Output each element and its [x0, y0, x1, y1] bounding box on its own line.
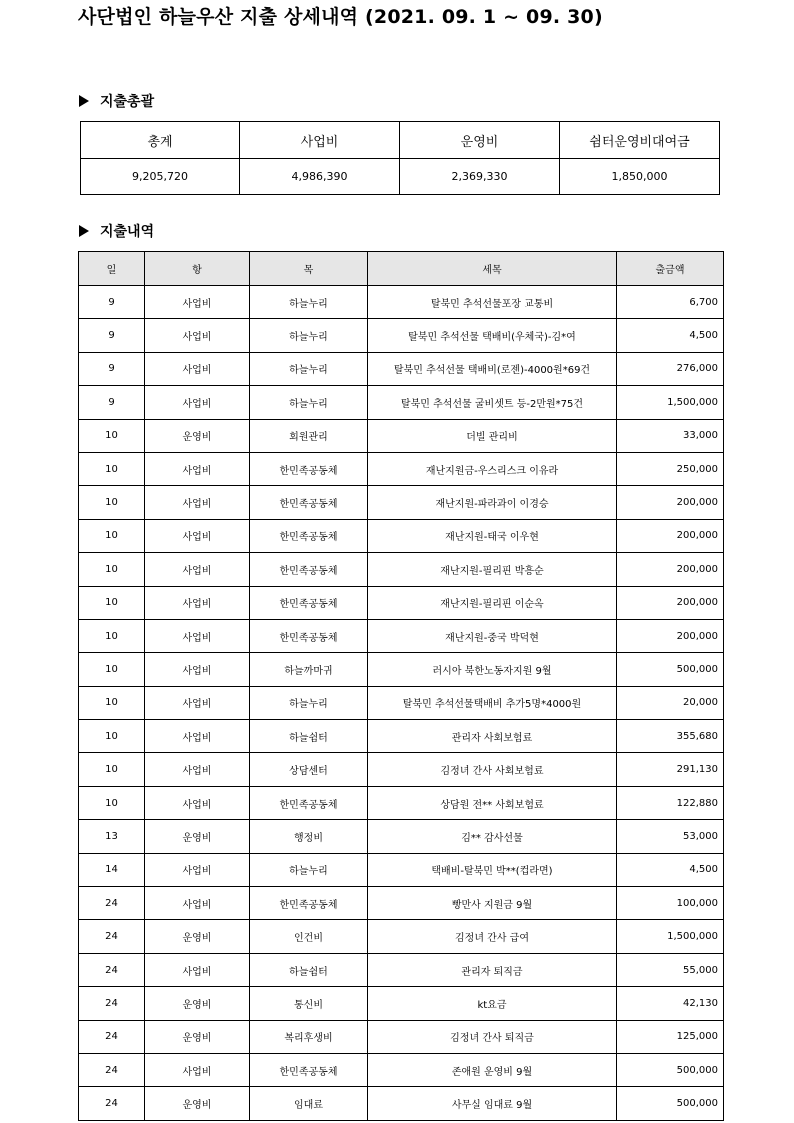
table-row: [79, 1020, 724, 1053]
cell-amount: 4,500: [617, 319, 724, 352]
cell-day: 24: [79, 1087, 145, 1120]
summary-heading-label: 지출총괄: [100, 94, 155, 110]
cell-category: 사업비: [145, 853, 250, 886]
cell-amount: 500,000: [617, 1053, 724, 1086]
table-row: [79, 987, 724, 1020]
cell-subitem: 김** 감사선물: [368, 820, 617, 853]
cell-subitem: 재난지원-파라과이 이경승: [368, 486, 617, 519]
cell-category: 운영비: [145, 987, 250, 1020]
cell-category: 사업비: [145, 586, 250, 619]
cell-day: 9: [79, 286, 145, 319]
cell-category: 운영비: [145, 419, 250, 452]
cell-item: 한민족공동체: [250, 1053, 368, 1086]
cell-day: 24: [79, 1020, 145, 1053]
cell-subitem: 재난지원-필리핀 박흥순: [368, 553, 617, 586]
cell-day: 9: [79, 386, 145, 419]
cell-item: 한민족공동체: [250, 887, 368, 920]
cell-item: 하늘누리: [250, 286, 368, 319]
cell-amount: 355,680: [617, 720, 724, 753]
cell-category: 사업비: [145, 786, 250, 819]
detail-header-row: [79, 252, 724, 286]
cell-subitem: 탈북민 추석선물택배비 추가5명*4000원: [368, 686, 617, 719]
cell-category: 사업비: [145, 619, 250, 652]
table-row: [79, 653, 724, 686]
cell-item: 하늘누리: [250, 386, 368, 419]
cell-item: 한민족공동체: [250, 619, 368, 652]
cell-amount: 6,700: [617, 286, 724, 319]
cell-subitem: 존애원 운영비 9월: [368, 1053, 617, 1086]
cell-amount: 55,000: [617, 953, 724, 986]
table-row: [79, 753, 724, 786]
table-row: [79, 720, 724, 753]
cell-day: 10: [79, 720, 145, 753]
cell-subitem: 김정녀 간사 퇴직금: [368, 1020, 617, 1053]
detail-heading: [79, 221, 154, 241]
table-row: [79, 953, 724, 986]
cell-item: 하늘누리: [250, 853, 368, 886]
cell-day: 10: [79, 653, 145, 686]
cell-subitem: 러시아 북한노동자지원 9월: [368, 653, 617, 686]
cell-day: 24: [79, 987, 145, 1020]
cell-item: 한민족공동체: [250, 519, 368, 552]
cell-amount: 291,130: [617, 753, 724, 786]
cell-day: 10: [79, 553, 145, 586]
cell-day: 24: [79, 1053, 145, 1086]
cell-item: 하늘누리: [250, 352, 368, 385]
cell-amount: 250,000: [617, 452, 724, 485]
cell-amount: 42,130: [617, 987, 724, 1020]
cell-item: 한민족공동체: [250, 553, 368, 586]
cell-day: 10: [79, 586, 145, 619]
summary-header-business: 사업비: [240, 122, 400, 159]
cell-subitem: kt요금: [368, 987, 617, 1020]
cell-item: 임대료: [250, 1087, 368, 1120]
detail-heading-label: 지출내역: [100, 224, 155, 240]
table-row: [79, 619, 724, 652]
cell-amount: 20,000: [617, 686, 724, 719]
table-row: [79, 1053, 724, 1086]
table-row: [79, 586, 724, 619]
summary-value-shelter-loan: 1,850,000: [560, 159, 720, 195]
cell-subitem: 더빌 관리비: [368, 419, 617, 452]
table-row: [79, 553, 724, 586]
cell-category: 사업비: [145, 653, 250, 686]
cell-subitem: 사무실 임대료 9월: [368, 1087, 617, 1120]
cell-amount: 100,000: [617, 887, 724, 920]
cell-subitem: 관리자 사회보험료: [368, 720, 617, 753]
table-row: [79, 452, 724, 485]
cell-day: 10: [79, 452, 145, 485]
cell-category: 사업비: [145, 1053, 250, 1086]
cell-category: 운영비: [145, 920, 250, 953]
cell-subitem: 재난지원금-우스리스크 이유라: [368, 452, 617, 485]
cell-category: 사업비: [145, 319, 250, 352]
page-title: 사단법인 하늘우산 지출 상세내역 (2021. 09. 1 ~ 09. 30): [78, 6, 603, 28]
table-row: [79, 352, 724, 385]
cell-amount: 122,880: [617, 786, 724, 819]
cell-item: 하늘쉼터: [250, 720, 368, 753]
cell-day: 9: [79, 319, 145, 352]
cell-day: 9: [79, 352, 145, 385]
cell-amount: 125,000: [617, 1020, 724, 1053]
cell-day: 10: [79, 686, 145, 719]
table-row: [79, 486, 724, 519]
table-row: [79, 519, 724, 552]
triangle-bullet-icon: [79, 225, 89, 237]
summary-header-total: 총계: [81, 122, 240, 159]
cell-category: 사업비: [145, 486, 250, 519]
detail-header-amount: 출금액: [617, 252, 724, 286]
cell-subitem: 재난지원-태국 이우현: [368, 519, 617, 552]
table-row: [79, 386, 724, 419]
cell-item: 하늘누리: [250, 686, 368, 719]
cell-category: 사업비: [145, 286, 250, 319]
cell-amount: 500,000: [617, 653, 724, 686]
cell-item: 한민족공동체: [250, 586, 368, 619]
detail-header-day: 일: [79, 252, 145, 286]
detail-table-body: [79, 286, 724, 1121]
table-row: [79, 319, 724, 352]
cell-subitem: 재난지원-필리핀 이순옥: [368, 586, 617, 619]
table-row: [79, 820, 724, 853]
cell-subitem: 탈북민 추석선물 택배비(로젠)-4000원*69건: [368, 352, 617, 385]
cell-category: 사업비: [145, 753, 250, 786]
cell-amount: 276,000: [617, 352, 724, 385]
summary-table: [80, 121, 720, 195]
cell-category: 사업비: [145, 386, 250, 419]
cell-amount: 200,000: [617, 553, 724, 586]
cell-subitem: 탈북민 추석선물 굴비셋트 등-2만원*75건: [368, 386, 617, 419]
cell-day: 14: [79, 853, 145, 886]
cell-item: 통신비: [250, 987, 368, 1020]
cell-day: 10: [79, 753, 145, 786]
cell-category: 사업비: [145, 452, 250, 485]
cell-category: 사업비: [145, 953, 250, 986]
cell-item: 한민족공동체: [250, 786, 368, 819]
detail-table: [78, 251, 724, 1121]
table-row: [79, 419, 724, 452]
cell-day: 10: [79, 419, 145, 452]
cell-day: 10: [79, 619, 145, 652]
cell-subitem: 택배비-탈북민 박**(컵라면): [368, 853, 617, 886]
cell-amount: 200,000: [617, 619, 724, 652]
cell-day: 24: [79, 887, 145, 920]
cell-amount: 200,000: [617, 586, 724, 619]
cell-category: 사업비: [145, 720, 250, 753]
cell-subitem: 관리자 퇴직금: [368, 953, 617, 986]
cell-category: 운영비: [145, 1087, 250, 1120]
summary-value-business: 4,986,390: [240, 159, 400, 195]
detail-header-subitem: 세목: [368, 252, 617, 286]
cell-day: 24: [79, 920, 145, 953]
cell-day: 10: [79, 786, 145, 819]
cell-day: 10: [79, 486, 145, 519]
cell-item: 행정비: [250, 820, 368, 853]
cell-amount: 500,000: [617, 1087, 724, 1120]
cell-amount: 53,000: [617, 820, 724, 853]
summary-header-row: [81, 122, 720, 159]
cell-amount: 200,000: [617, 519, 724, 552]
cell-item: 한민족공동체: [250, 486, 368, 519]
table-row: [79, 686, 724, 719]
triangle-bullet-icon: [79, 95, 89, 107]
summary-value-total: 9,205,720: [81, 159, 240, 195]
detail-header-item: 목: [250, 252, 368, 286]
cell-subitem: 재난지원-중국 박덕현: [368, 619, 617, 652]
table-row: [79, 1087, 724, 1120]
table-row: [79, 887, 724, 920]
cell-amount: 200,000: [617, 486, 724, 519]
cell-subitem: 탈북민 추석선물포장 교통비: [368, 286, 617, 319]
cell-day: 13: [79, 820, 145, 853]
cell-category: 운영비: [145, 820, 250, 853]
cell-item: 인건비: [250, 920, 368, 953]
cell-amount: 1,500,000: [617, 386, 724, 419]
cell-category: 사업비: [145, 519, 250, 552]
cell-day: 24: [79, 953, 145, 986]
cell-item: 상담센터: [250, 753, 368, 786]
cell-item: 하늘쉼터: [250, 953, 368, 986]
cell-item: 회원관리: [250, 419, 368, 452]
cell-item: 하늘까마귀: [250, 653, 368, 686]
cell-category: 사업비: [145, 553, 250, 586]
summary-value-row: [81, 159, 720, 195]
summary-value-operation: 2,369,330: [400, 159, 560, 195]
table-row: [79, 286, 724, 319]
table-row: [79, 853, 724, 886]
cell-category: 사업비: [145, 352, 250, 385]
cell-subitem: 김정녀 간사 사회보험료: [368, 753, 617, 786]
detail-header-category: 항: [145, 252, 250, 286]
summary-header-operation: 운영비: [400, 122, 560, 159]
cell-item: 한민족공동체: [250, 452, 368, 485]
cell-item: 하늘누리: [250, 319, 368, 352]
cell-subitem: 빵만사 지원금 9월: [368, 887, 617, 920]
cell-subitem: 상담원 전** 사회보험료: [368, 786, 617, 819]
table-row: [79, 920, 724, 953]
cell-category: 사업비: [145, 686, 250, 719]
cell-subitem: 김정녀 간사 급여: [368, 920, 617, 953]
summary-header-shelter-loan: 쉼터운영비대여금: [560, 122, 720, 159]
cell-category: 사업비: [145, 887, 250, 920]
summary-heading: [79, 91, 154, 111]
cell-subitem: 탈북민 추석선물 택배비(우체국)-김*여: [368, 319, 617, 352]
cell-amount: 33,000: [617, 419, 724, 452]
cell-category: 운영비: [145, 1020, 250, 1053]
cell-day: 10: [79, 519, 145, 552]
cell-amount: 1,500,000: [617, 920, 724, 953]
table-row: [79, 786, 724, 819]
cell-amount: 4,500: [617, 853, 724, 886]
cell-item: 복리후생비: [250, 1020, 368, 1053]
